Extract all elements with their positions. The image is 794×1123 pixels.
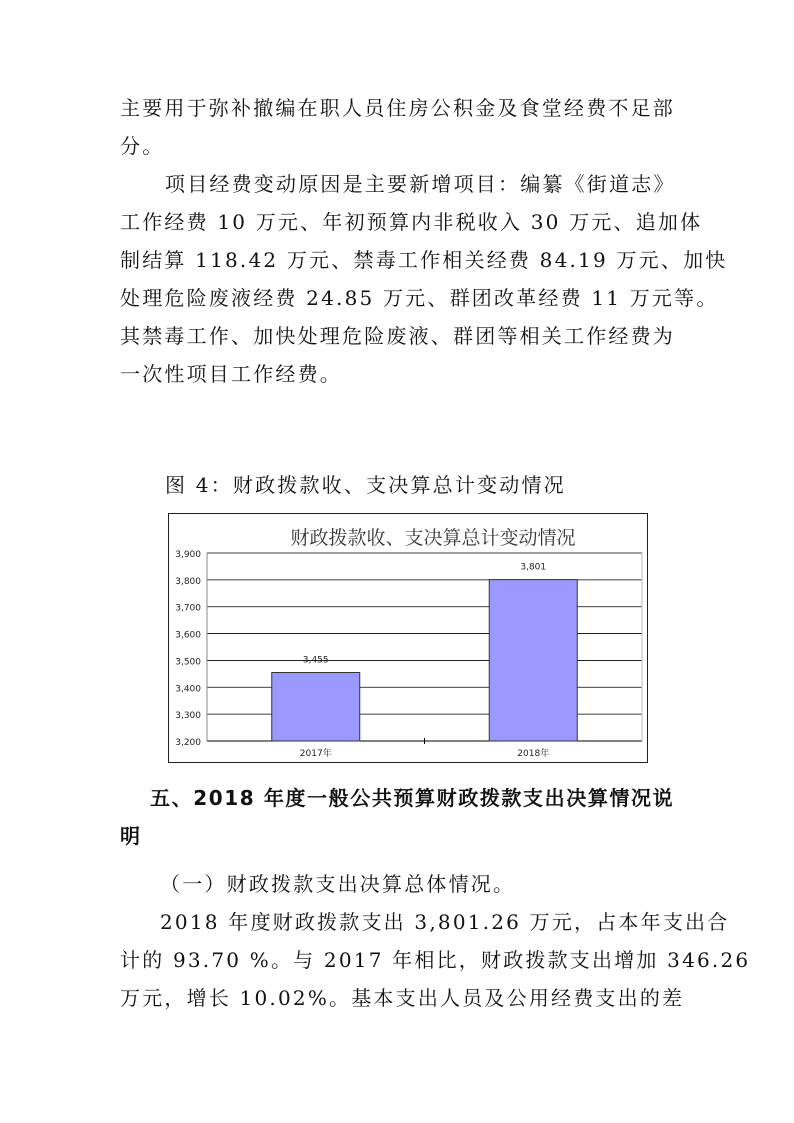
paragraph-line: 主要用于弥补撤编在职人员住房公积金及食堂经费不足部 bbox=[120, 96, 675, 120]
paragraph-line: 处理危险废液经费 24.85 万元、群团改革经费 11 万元等。 bbox=[120, 286, 719, 310]
y-tick-label: 3,700 bbox=[175, 603, 201, 614]
paragraph-line: 万元，增长 10.02%。基本支出人员及公用经费支出的差 bbox=[120, 986, 685, 1010]
paragraph-line: 一次性项目工作经费。 bbox=[120, 362, 342, 386]
paragraph-line: 制结算 118.42 万元、禁毒工作相关经费 84.19 万元、加快 bbox=[120, 248, 728, 272]
y-tick-label: 3,600 bbox=[175, 630, 201, 641]
data-label: 3,801 bbox=[520, 562, 547, 573]
paragraph-line: 工作经费 10 万元、年初预算内非税收入 30 万元、追加体 bbox=[120, 210, 703, 234]
y-tick-label: 3,800 bbox=[175, 576, 201, 587]
bar-chart bbox=[168, 513, 648, 763]
paragraph-line: 分。 bbox=[120, 134, 165, 158]
section-heading: 五、2018 年度一般公共预算财政拨款支出决算情况说 bbox=[150, 786, 675, 810]
y-tick-label: 3,400 bbox=[175, 684, 201, 695]
section-heading-cont: 明 bbox=[120, 824, 142, 848]
bar bbox=[272, 673, 360, 741]
bar bbox=[489, 580, 577, 741]
paragraph-line: 其禁毒工作、加快处理危险废液、群团等相关工作经费为 bbox=[120, 324, 675, 348]
y-tick-label: 3,900 bbox=[175, 550, 201, 560]
paragraph-line: 计的 93.70 %。与 2017 年相比，财政拨款支出增加 346.26 bbox=[120, 948, 751, 972]
x-tick-label: 2018年 bbox=[517, 749, 550, 759]
y-tick-label: 3,300 bbox=[175, 711, 201, 722]
chart-title: 财政拨款收、支决算总计变动情况 bbox=[290, 527, 576, 549]
y-tick-label: 3,500 bbox=[175, 657, 201, 668]
chart-svg bbox=[169, 514, 649, 764]
x-tick-label: 2017年 bbox=[299, 749, 332, 759]
subheading: （一）财政拨款支出决算总体情况。 bbox=[160, 872, 516, 896]
y-tick-label: 3,200 bbox=[175, 738, 201, 748]
paragraph-line: 2018 年度财政拨款支出 3,801.26 万元，占本年支出合 bbox=[160, 910, 730, 934]
paragraph-line: 项目经费变动原因是主要新增项目：编纂《街道志》 bbox=[165, 172, 676, 196]
data-label: 3,455 bbox=[302, 655, 329, 666]
figure-caption: 图 4：财政拨款收、支决算总计变动情况 bbox=[165, 473, 566, 497]
